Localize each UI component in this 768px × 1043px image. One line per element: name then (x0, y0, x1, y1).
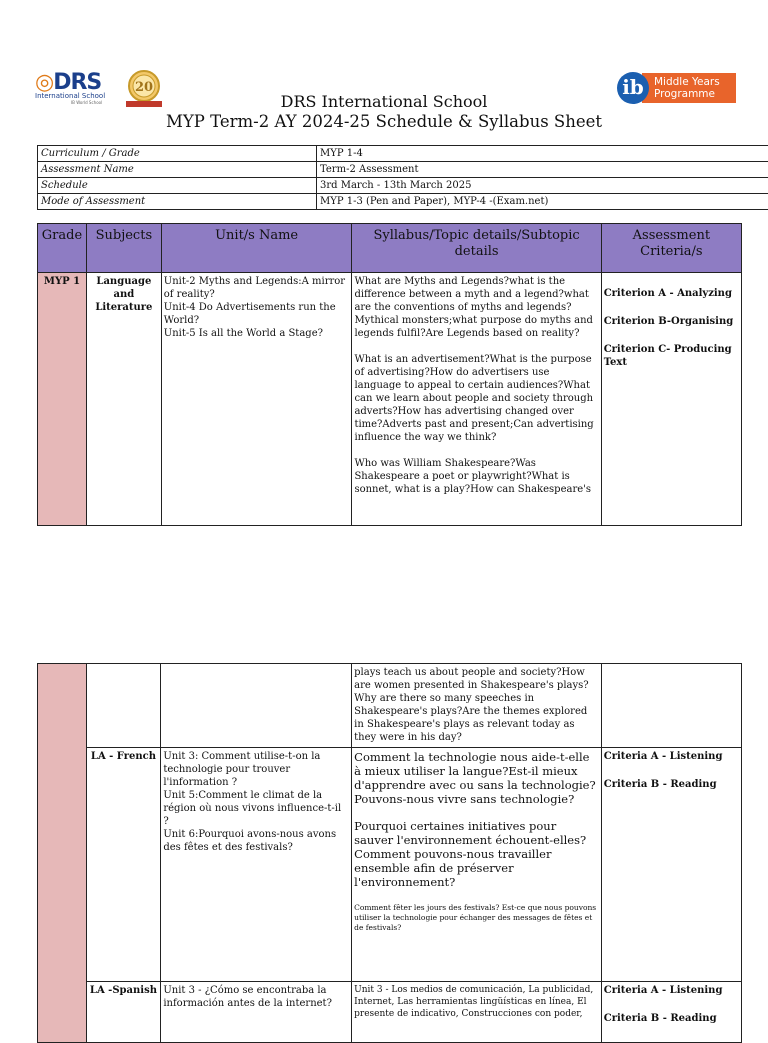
info-table (37, 145, 768, 210)
header-units: Unit/s Name (161, 224, 352, 273)
info-row (38, 146, 768, 162)
unit-item: Unit 3 - ¿Cómo se encontraba la información antes de la internet? (163, 984, 349, 1010)
grade-cell-continued (38, 664, 87, 1043)
drs-logo-subtitle2: IB World School (71, 100, 102, 105)
drs-logo-subtitle: International School (35, 92, 105, 100)
criterion-item: Criterion A - Analyzing (604, 287, 739, 300)
unit-item: Unit 6:Pourquoi avons-nous avons des fêtes et des festivals? (163, 828, 349, 854)
criterion-item: Criterion B-Organising (604, 315, 739, 328)
syllabus-cell (352, 273, 601, 526)
units-cell (161, 748, 352, 982)
table-row (38, 982, 742, 1043)
sheet-title: MYP Term-2 AY 2024-25 Schedule & Syllabus Sheet (0, 112, 768, 132)
subject-cell: Language and Literature (86, 273, 161, 526)
table-row (38, 664, 742, 748)
unit-item: Unit-2 Myths and Legends:A mirror of reality? (164, 275, 350, 301)
unit-item: Unit-5 Is all the World a Stage? (164, 327, 350, 340)
syllabus-header-row (38, 224, 742, 273)
syllabus-cell (352, 748, 602, 982)
table-row (38, 748, 742, 982)
units-cell (161, 982, 352, 1043)
info-value: Term-2 Assessment (317, 162, 768, 178)
header-criteria: Assessment Criteria/s (601, 224, 741, 273)
subject-cell: LA -Spanish (86, 982, 161, 1043)
units-cell (161, 273, 352, 526)
criterion-item: Criteria B - Reading (604, 778, 739, 791)
school-name: DRS International School (0, 92, 768, 112)
syllabus-paragraph: Comment la technologie nous aide-t-elle à mieux utiliser la langue?Est-il mieux d'apprendre avec ou sans la technologie?Pouvons-nous vivre sans technologie? (354, 750, 599, 806)
criteria-cell (601, 664, 741, 748)
unit-item: Unit 5:Comment le climat de la région où nous vivons influence-t-il ? (163, 789, 349, 828)
info-row (38, 162, 768, 178)
syllabus-table-continued (37, 663, 742, 1043)
syllabus-paragraph: Comment fêter les jours des festivals? Est-ce que nous pouvons utiliser la technologie pour échanger des messages de fêtes et de festivals? (354, 903, 599, 933)
criterion-item: Criteria A - Listening (604, 984, 739, 997)
header-grade: Grade (38, 224, 87, 273)
syllabus-table (37, 223, 742, 526)
ib-line2: Programme (654, 88, 736, 100)
syllabus-paragraph: What are Myths and Legends?what is the difference between a myth and a legend?what are the conventions of myths and legends?Mythical monsters;what purpose do myths and legends fulfil?Are Legends based on reality? (354, 275, 598, 340)
table-row (38, 273, 742, 526)
subject-cell (86, 664, 161, 748)
syllabus-cell: Unit 3 - Los medios de comunicación, La publicidad, Internet, Las herramientas lingüísticas en línea, El presente de indicativo, Construcciones con poder, (352, 982, 602, 1043)
info-label: Curriculum / Grade (38, 146, 317, 162)
criteria-cell (601, 748, 741, 982)
subject-cell: LA - French (86, 748, 161, 982)
info-value: MYP 1-3 (Pen and Paper), MYP-4 -(Exam.net) (317, 194, 768, 210)
info-row (38, 178, 768, 194)
info-label: Assessment Name (38, 162, 317, 178)
ib-line1: Middle Years (654, 76, 736, 88)
syllabus-cell: plays teach us about people and society?How are women presented in Shakespeare's plays? Why are there so many speeches in Shakespeare's plays?Are the themes explored in Shakespeare's plays as relevant today as they were in his day? (352, 664, 602, 748)
unit-item: Unit 3: Comment utilise-t-on la technologie pour trouver l'information ? (163, 750, 349, 789)
criteria-cell (601, 273, 741, 526)
grade-cell: MYP 1 (38, 273, 87, 526)
info-label: Schedule (38, 178, 317, 194)
anniversary-number: 20 (135, 80, 153, 95)
header-syllabus: Syllabus/Topic details/Subtopic details (352, 224, 601, 273)
info-row (38, 194, 768, 210)
criterion-item: Criterion C- Producing Text (604, 343, 739, 369)
drs-logo-mark: ◎DRS (35, 70, 101, 95)
info-value: 3rd March - 13th March 2025 (317, 178, 768, 194)
units-cell (161, 664, 352, 748)
syllabus-paragraph: Pourquoi certaines initiatives pour sauver l'environnement échouent-elles?Comment pouvons-nous travailler ensemble afin de préserver l'environnement? (354, 819, 599, 889)
document-title (0, 92, 768, 132)
criterion-item: Criteria A - Listening (604, 750, 739, 763)
header-subjects: Subjects (86, 224, 161, 273)
info-label: Mode of Assessment (38, 194, 317, 210)
criteria-cell (601, 982, 741, 1043)
syllabus-paragraph: What is an advertisement?What is the purpose of advertising?How do advertisers use language to appeal to certain audiences?What can we learn about people and society through adverts?How has advertising changed over time?Adverts past and present;Can advertising influence the way we think? (354, 353, 598, 444)
info-value: MYP 1-4 (317, 146, 768, 162)
unit-item: Unit-4 Do Advertisements run the World? (164, 301, 350, 327)
criterion-item: Criteria B - Reading (604, 1012, 739, 1025)
ib-circle-icon: ib (617, 72, 649, 104)
syllabus-paragraph: Who was William Shakespeare?Was Shakespeare a poet or playwright?What is sonnet, what is a play?How can Shakespeare's (354, 457, 598, 496)
